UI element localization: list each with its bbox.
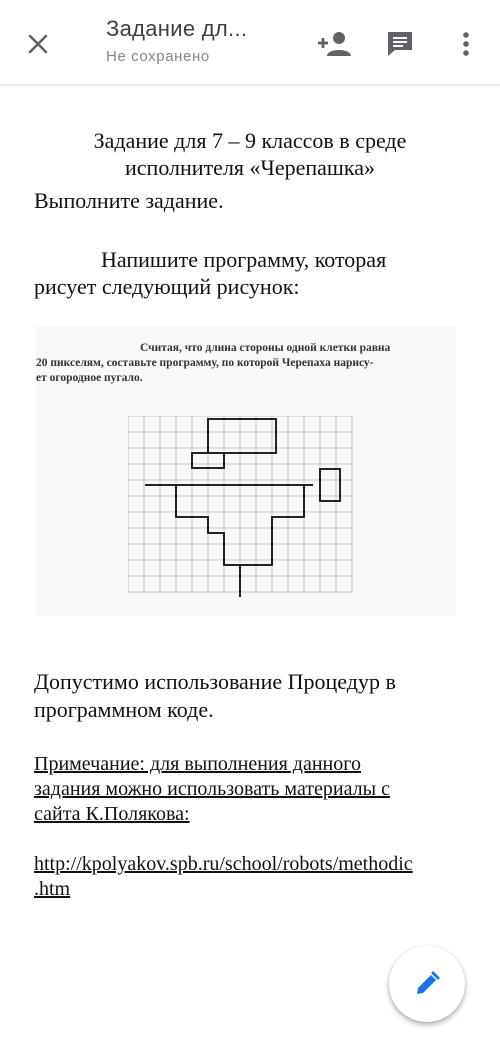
- comment-icon: [386, 30, 414, 58]
- scanned-task-text: [36, 341, 456, 386]
- note-line: задания можно использовать материалы с: [34, 778, 390, 800]
- link-line: http://kpolyakov.spb.ru/school/robots/methodic: [34, 853, 413, 875]
- procedures-bold-word: Процедур: [287, 669, 380, 694]
- note-line: Примечание: для выполнения данного: [34, 753, 361, 775]
- close-button[interactable]: [18, 24, 58, 64]
- heading-line: Задание для 7 – 9 классов в среде: [93, 128, 407, 153]
- app-bar-divider: [0, 84, 500, 87]
- title-block: [106, 16, 296, 65]
- scan-text-line: 20 пикселям, составьте программу, по которой Черепаха нарису-: [36, 357, 374, 369]
- procedures-paragraph: [34, 668, 474, 724]
- more-vert-icon: [462, 31, 470, 57]
- task-paragraph: [34, 246, 474, 300]
- note-paragraph: [34, 752, 474, 827]
- reference-link[interactable]: [34, 852, 474, 902]
- save-status: Не сохранено: [106, 48, 210, 65]
- app-bar: [0, 0, 500, 86]
- heading-line: исполнителя «Черепашка»: [125, 155, 375, 180]
- edit-fab-button[interactable]: [389, 946, 465, 1022]
- more-options-button[interactable]: [446, 24, 486, 64]
- document-title: Задание дл...: [106, 16, 248, 41]
- scarecrow-grid-drawing: [128, 416, 360, 598]
- paragraph-line: Напишите программу, которая: [101, 247, 387, 272]
- scan-text-line: ет огородное пугало.: [36, 372, 143, 384]
- close-icon: [27, 33, 49, 55]
- link-line: .htm: [34, 878, 71, 900]
- pencil-icon: [414, 971, 440, 997]
- share-button[interactable]: [312, 24, 356, 64]
- task-instruction: Выполните задание.: [34, 188, 224, 213]
- task-heading: [30, 127, 470, 181]
- scarecrow-figure: [145, 419, 340, 597]
- comment-button[interactable]: [380, 24, 420, 64]
- procedures-text: Допустимо использование: [34, 669, 288, 694]
- note-line: сайта К.Полякова:: [34, 803, 190, 825]
- paragraph-line: рисует следующий рисунок:: [34, 274, 300, 299]
- person-add-icon: [316, 31, 352, 57]
- procedures-text: в программном коде.: [34, 669, 396, 722]
- scan-text-line: Считая, что длина стороны одной клетки равна: [140, 342, 391, 354]
